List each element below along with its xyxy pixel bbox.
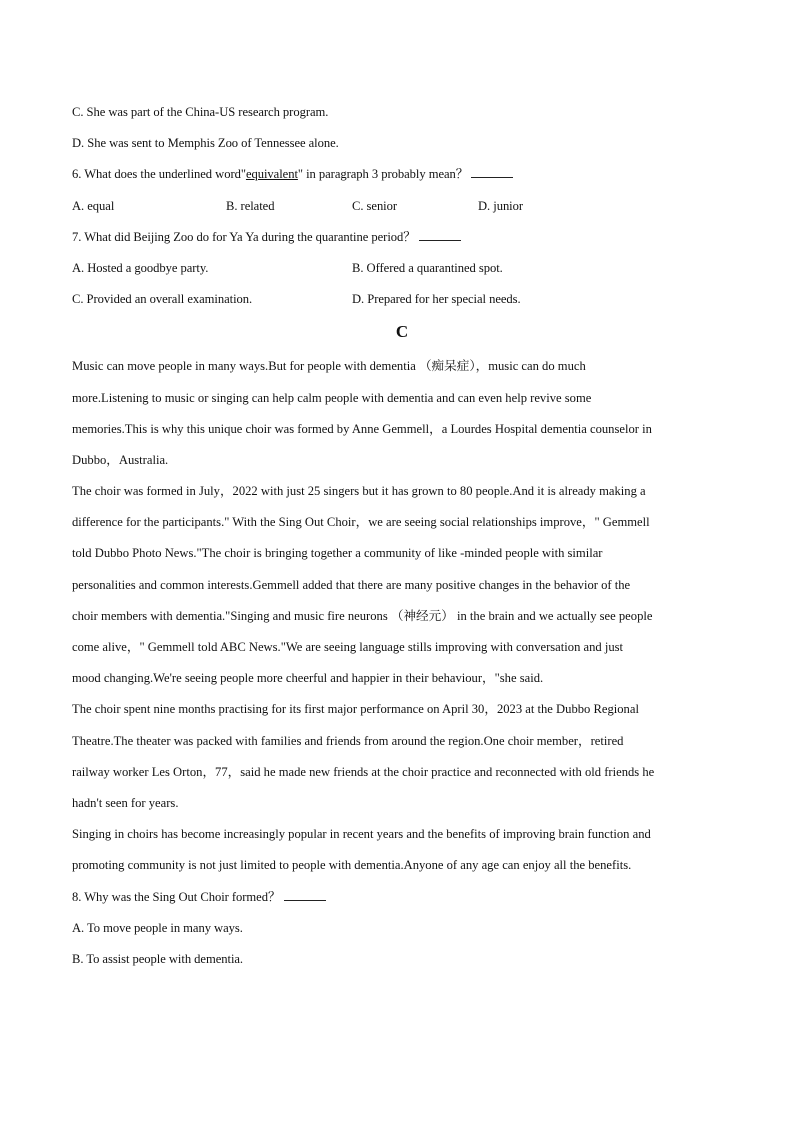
passage-line: difference for the participants." With the Sing Out Choir，we are seeing social relationships improve，" Gemmell xyxy=(72,515,650,530)
q6-option-d: D. junior xyxy=(478,198,524,213)
q7-option-b: B. Offered a quarantined spot. xyxy=(352,260,503,275)
passage-line: railway worker Les Orton，77，said he made new friends at the choir practice and reconnected with old friends he xyxy=(72,764,655,779)
q6-option-b: B. related xyxy=(226,198,275,213)
q7-option-d: D. Prepared for her special needs. xyxy=(352,292,521,307)
q8-answer-blank[interactable] xyxy=(284,889,326,901)
worksheet-page xyxy=(72,97,732,975)
q6-stem xyxy=(72,159,732,190)
passage-line: hadn't seen for years. xyxy=(72,795,179,810)
passage-line: promoting community is not just limited to people with dementia.Anyone of any age can enjoy all the benefits. xyxy=(72,858,632,873)
q6-underlined-word: equivalent xyxy=(245,167,298,182)
q6-options xyxy=(72,191,732,222)
q7-options-row-1 xyxy=(72,253,732,284)
passage-line: mood changing.We're seeing people more cheerful and happier in their behaviour，"she said. xyxy=(72,671,544,686)
section-c-passage xyxy=(72,351,732,881)
q7-option-a: A. Hosted a goodbye party. xyxy=(72,260,209,275)
q6-answer-blank[interactable] xyxy=(471,166,513,178)
passage-line: The choir spent nine months practising for its first major performance on April 30，2023 at the Dubbo Regional xyxy=(72,702,639,717)
passage-line: told Dubbo Photo News."The choir is bringing together a community of like -minded people with similar xyxy=(72,546,603,561)
q7-option-c: C. Provided an overall examination. xyxy=(72,292,253,307)
q8-stem xyxy=(72,882,732,913)
q8-stem-text: 8. Why was the Sing Out Choir formed？ xyxy=(72,889,281,904)
passage-line: come alive，" Gemmell told ABC News."We are seeing language stills improving with conversation and just xyxy=(72,640,624,654)
passage-line: Dubbo，Australia. xyxy=(72,452,169,467)
passage-line: Music can move people in many ways.But for people with dementia （痴呆症），music can do much xyxy=(72,359,586,374)
section-c-heading: C xyxy=(395,322,409,342)
q8-option-a: A. To move people in many ways. xyxy=(72,920,243,935)
passage-line: Theatre.The theater was packed with families and friends from around the region.One choir member，retired xyxy=(72,733,624,748)
q6-stem-before: 6. What does the underlined word" xyxy=(72,167,246,182)
passage-line: more.Listening to music or singing can help calm people with dementia and can even help revive some xyxy=(72,390,592,405)
q7-options-row-2 xyxy=(72,284,732,315)
passage-line: The choir was formed in July，2022 with just 25 singers but it has grown to 80 people.And it is already making a xyxy=(72,484,646,499)
passage-line: memories.This is why this unique choir was formed by Anne Gemmell，a Lourdes Hospital dementia counselor in xyxy=(72,421,652,436)
q6-option-a: A. equal xyxy=(72,198,115,213)
q7-answer-blank[interactable] xyxy=(419,229,461,241)
q7-stem-text: 7. What did Beijing Zoo do for Ya Ya during the quarantine period？ xyxy=(72,229,416,244)
q5-option-d: D. She was sent to Memphis Zoo of Tennessee alone. xyxy=(72,136,339,151)
passage-line: Singing in choirs has become increasingly popular in recent years and the benefits of improving brain function and xyxy=(72,827,651,842)
q6-option-c: C. senior xyxy=(352,198,398,213)
q7-stem xyxy=(72,222,732,253)
q5-option-c: C. She was part of the China-US research program. xyxy=(72,105,329,119)
q8-option-b: B. To assist people with dementia. xyxy=(72,951,244,966)
passage-line: choir members with dementia."Singing and music fire neurons （神经元） in the brain and we actually see people xyxy=(72,608,653,623)
q6-stem-after: " in paragraph 3 probably mean？ xyxy=(297,167,469,182)
passage-line: personalities and common interests.Gemmell added that there are many positive changes in the behavior of the xyxy=(72,577,631,592)
